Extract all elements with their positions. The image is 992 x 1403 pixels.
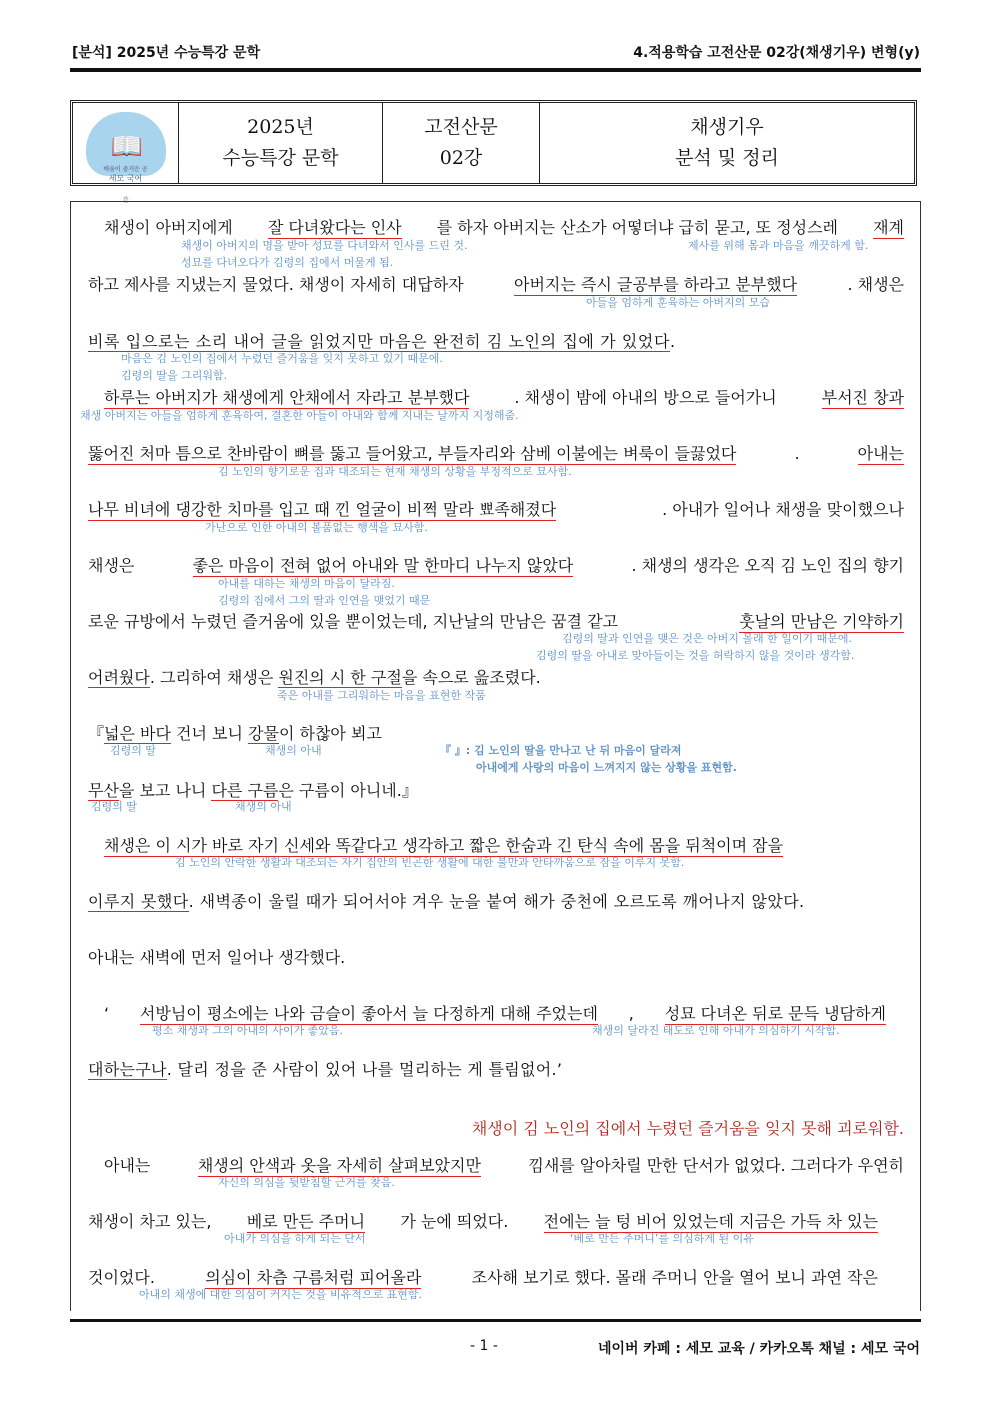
footer-divider [70, 1319, 921, 1322]
logo-tagline: 배움이 즐거운 공간 [103, 166, 148, 204]
text-segment: 채생이 아버지에게 [104, 218, 233, 237]
underlined-phrase: 어려웠다 [88, 668, 150, 687]
text-segment: . 채생이 밤에 아내의 방으로 들어가니 [514, 388, 777, 407]
title-cell-unit [383, 103, 540, 183]
annotation: 김령의 집에서 그의 딸과 인연을 맺었기 때문 [218, 594, 431, 607]
logo-cell [73, 103, 179, 204]
underlined-phrase: 전에는 늘 텅 비어 있었는데 지금은 가득 차 있는 [543, 1212, 878, 1231]
annotation: 채생 아버지는 아들을 엄하게 훈육하여, 결혼한 아들이 아내와 함께 지내는 날까지 지정해줌. [80, 409, 519, 422]
text-segment: 이 하찮아 뵈고 [278, 724, 382, 743]
text-segment: . 달리 정을 준 사람이 있어 나를 멀리하는 게 틀림없어.’ [166, 1060, 563, 1079]
annotation: 자신의 의심을 뒷받침할 근거를 찾음. [218, 1176, 395, 1189]
book-icon: 📖 [110, 132, 143, 162]
annotation: ‘베로 만든 주머니’를 의심하게 된 이유 [570, 1232, 754, 1245]
title-unit: 02강 [439, 147, 483, 169]
text-segment: , [628, 1004, 634, 1023]
text-segment: 를 하자 아버지는 산소가 어떻더냐 급히 묻고, 또 정성스레 [436, 218, 838, 237]
title-book: 수능특강 문학 [222, 147, 339, 169]
text-segment: . 채생은 [847, 275, 904, 294]
annotation: 김 노인의 안락한 생활과 대조되는 자기 집안의 빈곤한 생활에 대한 불만과 안타까움으로 잠을 이루지 못함. [175, 856, 685, 869]
text-segment: 은 구름이 아니네.』 [278, 781, 418, 800]
title-genre: 고전산문 [424, 116, 498, 138]
text-line [104, 218, 904, 239]
underlined-phrase: 아내는 [857, 444, 904, 463]
annotation: 아들을 엄하게 훈육하는 아버지의 모습 [586, 296, 771, 309]
text-line [88, 668, 904, 688]
text-line [88, 1268, 878, 1289]
title-subtitle: 분석 및 정리 [675, 147, 779, 169]
underlined-phrase: 성묘 다녀온 뒤로 문득 냉담하게 [664, 1004, 886, 1023]
text-line [104, 388, 904, 409]
text-line [88, 332, 904, 352]
text-line [88, 1060, 904, 1080]
annotation: 평소 채생과 그의 아내의 사이가 좋았음. [152, 1024, 343, 1037]
underlined-phrase: 아버지는 즉시 글공부를 하라고 분부했다 [513, 275, 798, 294]
underlined-phrase: 서방님이 평소에는 나와 금슬이 좋아서 늘 다정하게 대해 주었는데 [139, 1004, 598, 1023]
annotation: 죽은 아내를 그리워하는 마음을 표현한 작품 [277, 689, 486, 702]
annotation: 가난으로 인한 아내의 볼품없는 행색을 묘사함. [205, 521, 428, 534]
annotation: 김령의 딸 [110, 744, 157, 757]
underlined-phrase: 의심이 차츰 구름처럼 피어올라 [205, 1268, 422, 1287]
underlined-phrase: 뚫어진 처마 틈으로 찬바람이 뼈를 뚫고 들어왔고, 부들자리와 삼베 이불에는 벼룩이 들끓었다 [88, 444, 737, 463]
annotation: 제사를 위해 몸과 마음을 깨끗하게 함. [688, 239, 869, 252]
text-line [88, 556, 904, 577]
text-segment: 아내는 [104, 1156, 151, 1175]
underlined-phrase: 원진의 시 한 구절 [278, 668, 402, 687]
text-line [104, 1156, 904, 1177]
underlined-phrase: 좋은 마음이 전혀 없어 아내와 말 한마디 나누지 않았다 [192, 556, 574, 575]
text-segment: 가 눈에 띄었다. [400, 1212, 509, 1231]
text-line [88, 612, 904, 633]
text-segment: 을 속으로 읊조렸다. [401, 668, 541, 687]
annotation: 채생이 아버지의 명을 받아 성묘를 다녀와서 인사를 드린 것. [181, 239, 468, 252]
text-segment: 채생은 [88, 556, 135, 575]
text-segment: 채생이 차고 있는, [88, 1212, 212, 1231]
underlined-phrase: 훗날의 만남은 기약하기 [739, 612, 904, 631]
underlined-phrase: 대하는구나 [88, 1060, 167, 1079]
text-line [88, 500, 904, 521]
underlined-phrase: 이루지 못했다 [88, 892, 189, 911]
text-segment: ‘ [104, 1004, 110, 1023]
text-segment: 것이었다. [88, 1268, 155, 1287]
annotation: 채생의 아내 [235, 800, 292, 813]
annotation: 아내를 대하는 채생의 마음이 달라짐. [218, 577, 395, 590]
text-segment: . 새벽종이 울릴 때가 되어서야 겨우 눈을 붙여 해가 중천에 오르도록 깨어나지 않았다. [188, 892, 805, 911]
text-line [88, 275, 904, 296]
underlined-phrase: 비록 입으로는 소리 내어 글을 읽었지만 마음은 완전히 김 노인의 집에 가 있었다 [88, 332, 671, 351]
title-work: 채생기우 [690, 116, 764, 138]
poem-line [88, 724, 904, 744]
text-line: 아내는 새벽에 먼저 일어나 생각했다. [88, 948, 346, 967]
annotation: 아내가 의심을 하게 되는 단서 [224, 1232, 366, 1245]
annotation: 김령의 딸과 인연을 맺은 것은 아버지 몰래 한 일이기 때문에. [562, 632, 852, 645]
underlined-phrase: 무산 [88, 781, 119, 800]
annotation: 채생의 달라진 태도로 인해 아내가 의심하기 시작함. [592, 1024, 840, 1037]
annotation: 성묘를 다녀오다가 김령의 집에서 머물게 됨. [181, 256, 394, 269]
text-line [88, 444, 904, 465]
annotation: 아내에게 사랑의 마음이 느껴지지 않는 상황을 표현함. [476, 761, 737, 774]
annotation: 김령의 딸을 그리워함. [121, 369, 228, 382]
underlined-phrase: 채생은 이 시가 바로 자기 신세와 똑같다고 생각하고 짧은 한숨과 긴 탄식 속에 몸을 뒤척이며 잠을 [104, 836, 784, 855]
text-segment: 로운 규방에서 누렸던 즐거움에 있을 뿐이었는데, 지난날의 만남은 꿈결 같고 [88, 612, 618, 631]
text-segment: 하고 제사를 지냈는지 물었다. 채생이 자세히 대답하자 [88, 275, 464, 294]
title-cell-book [179, 103, 383, 183]
poem-line [88, 781, 904, 801]
logo [83, 108, 169, 204]
text-line [104, 1004, 886, 1025]
text-segment: 건너 보니 [170, 724, 249, 743]
text-segment: . [670, 332, 676, 351]
underlined-phrase: 넓은 바다 [104, 724, 171, 743]
section-summary: 채생이 김 노인의 집에서 누렸던 즐거움을 잊지 못해 괴로워함. [471, 1119, 904, 1138]
text-segment: . [794, 444, 800, 463]
footer-contact: 네이버 카페 : 세모 교육 / 카카오톡 채널 : 세모 국어 [597, 1341, 920, 1357]
text-segment: 을 보고 나니 [118, 781, 212, 800]
header-left-title: [분석] 2025년 수능특강 문학 [72, 45, 261, 61]
text-segment: 『 [88, 724, 105, 743]
title-cell-work [540, 103, 914, 183]
header-right-title: 4.적용학습 고전산문 02강(채생기우) 변형(y) [633, 45, 920, 61]
logo-text: 세모 국어 [108, 174, 143, 183]
underlined-phrase: 나무 비녀에 댕강한 치마를 입고 때 낀 얼굴이 비쩍 말라 뾰족해졌다 [88, 500, 557, 519]
annotation: 김령의 딸을 아내로 맞아들이는 것을 허락하지 않을 것이라 생각함. [536, 649, 855, 662]
text-line [88, 892, 904, 912]
underlined-phrase: 강물 [248, 724, 279, 743]
text-line [88, 1212, 878, 1233]
annotation: 마음은 김 노인의 집에서 누렸던 즐거움을 잊지 못하고 있기 때문에. [121, 352, 443, 365]
annotation: 채생의 아내 [265, 744, 322, 757]
title-year: 2025년 [247, 116, 314, 138]
underlined-phrase: 하루는 아버지가 채생에게 안채에서 자라고 분부했다 [104, 388, 470, 407]
annotation: 아내의 채생에 대한 의심이 커지는 것을 비유적으로 표현함. [139, 1288, 422, 1301]
text-line [104, 836, 880, 857]
underlined-phrase: 부서진 창과 [821, 388, 904, 407]
page-number: - 1 - [470, 1338, 498, 1354]
text-segment: . 그리하여 채생은 [149, 668, 279, 687]
underlined-phrase: 베로 만든 주머니 [246, 1212, 366, 1231]
text-segment: . 채생의 생각은 오직 김 노인 집의 향기 [631, 556, 904, 575]
annotation: 『 』: 김 노인의 딸을 만나고 난 뒤 마음이 달라져 [440, 744, 682, 757]
text-segment: 낌새를 알아차릴 만한 단서가 없었다. 그러다가 우연히 [528, 1156, 904, 1175]
text-segment: . 아내가 일어나 채생을 맞이했으나 [662, 500, 904, 519]
underlined-phrase: 다른 구름 [211, 781, 279, 800]
header-divider [70, 68, 921, 72]
underlined-phrase: 채생의 안색과 옷을 자세히 살펴보았지만 [197, 1156, 481, 1175]
text-segment: 조사해 보기로 했다. 몰래 주머니 안을 열어 보니 과연 작은 [471, 1268, 878, 1287]
title-table [70, 100, 917, 204]
underlined-phrase: 재계 [873, 218, 904, 237]
annotation: 김 노인의 향기로운 집과 대조되는 현재 채생의 상황을 부정적으로 묘사함. [218, 465, 572, 478]
annotation: 김령의 딸 [91, 800, 138, 813]
underlined-phrase: 잘 다녀왔다는 인사 [267, 218, 402, 237]
